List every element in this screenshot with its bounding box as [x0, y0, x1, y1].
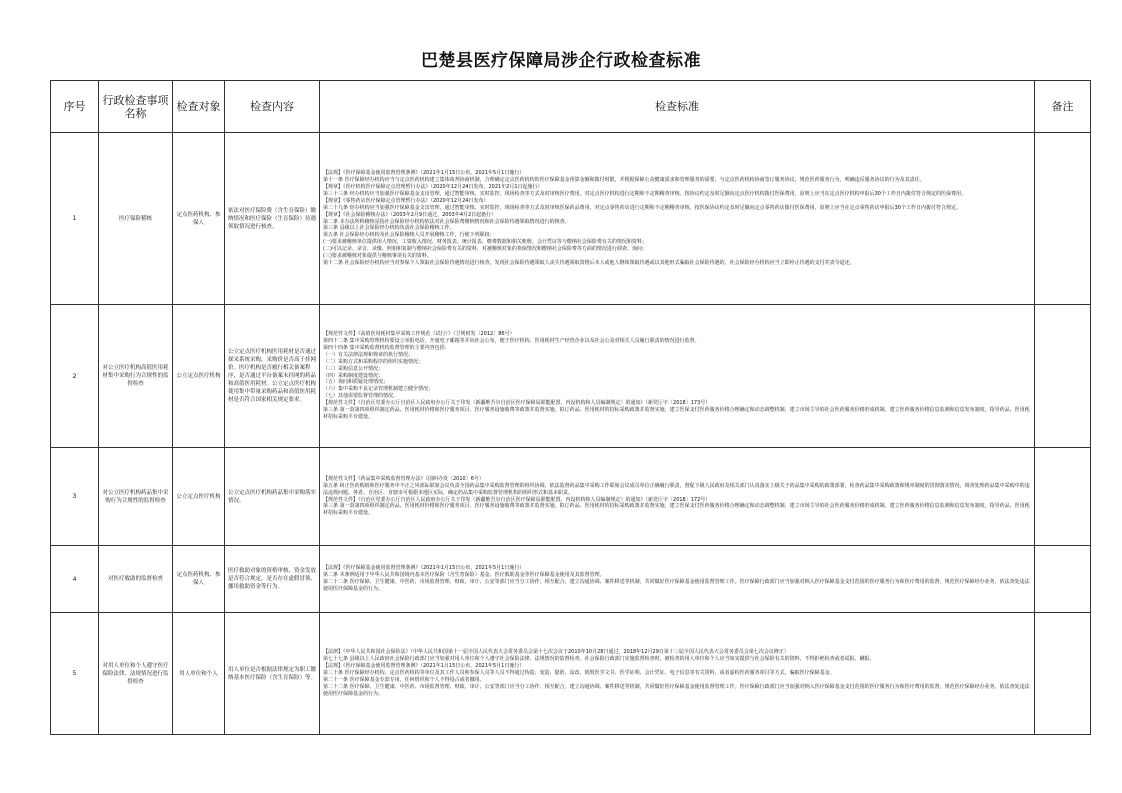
remark-cell	[1035, 546, 1091, 613]
inspection-item-name: 医疗保险稽核	[99, 133, 173, 305]
standard-line: 第三条 县级以上社会保险经办机构负责社会保险稽核工作。	[323, 225, 455, 232]
standard-line: 第四十二条 集中采购管理机构要设立举报电话，开通电子邮箱等并向社会公布，便于医疗机构、医用耗材生产经营企业以及社会公众对相关人员履行职责的情况进行监督。	[323, 338, 700, 345]
inspection-target: 用人单位和个人	[173, 613, 225, 735]
standard-line: 第二十二条 医疗保障、卫生健康、中医药、市场监督管理、财政、审计、公安等部门应当分工协作、相互配合，建立沟通协调、案件移送等机制，共同做好医疗保障基金使用监督管理工作。医疗保障行政部门应当加强对纳入医疗保障基金支付范围的医疗服务行为和医疗费用的监督，规范医疗保障经办业务，依法查处违法使用医疗保障基金的行为。	[323, 579, 1030, 592]
inspection-content: 依法对医疗保险费（含生育保险）缴纳情况和医疗保险（生育保险）待遇领取情况进行核查。	[225, 133, 320, 305]
inspection-standard	[320, 305, 1035, 448]
inspection-target: 定点医药机构、参保人	[173, 546, 225, 613]
standard-line: 【法规】《医疗保障基金使用监督管理条例》（2021年1月15日公布，2021年5月1日施行）	[323, 170, 525, 177]
standard-line: 【规范性文件】《自治区党委办公厅自治区人民政府办公厅关于印发〈新疆维吾尔自治区医疗保障局职能配置、内设机构和人员编制规定〉的通知》（新党厅字〔2018〕173号）	[323, 400, 711, 407]
row-number: 5	[51, 613, 99, 735]
standard-line: 第三条 第一款第四项组织制定药品、医用耗材价格和医疗服务项目、医疗服务设施收费等政策并监督实施，拟订药品、医用耗材的招标采购政策并监督实施，建立医保支付医药服务价格合理确定和动态调整机制，建立市场主导的社会医药服务价格形成机制，建立医药服务价格信息监测和信息发布制度，指导药品、医用耗材招标采购平台建设。	[323, 503, 1030, 517]
header-remark: 备注	[1035, 81, 1091, 133]
standard-line: 第三十三条 经办机构应当加强医疗保障基金支出管理，通过智能审核、实时监控、现场检查等方式及时审核医疗费用。对定点医疗机构进行定期和不定期稽查审核。按协议约定及时足额向定点医疗机构拨付医保费用，原则上应当在定点医疗机构申报后30个工作日内拨付符合规定的医保费用。	[323, 190, 966, 197]
standard-line: 【规章】《社会保险稽核办法》（2003年2月9日通过，2003年4月2日起施行）	[323, 211, 497, 218]
inspection-standard	[320, 133, 1035, 305]
standard-line: 第二十二条 医疗保障、卫生健康、中医药、市场监督管理、财政、审计、公安等部门应当分工协作、相互配合，建立沟通协调、案件移送等机制，共同做好医疗保障基金使用监督管理工作。医疗保障行政部门应当加强对纳入医疗保障基金支付范围的医疗服务行为和医疗费用的监督，规范医疗保障经办业务，依法查处违法使用医疗保障基金的行为。	[323, 683, 1030, 697]
standard-line: 【规范性文件】《药品集中采购监督管理办法》（国纠办发〔2010〕6号）	[323, 475, 484, 482]
remark-cell	[1035, 133, 1091, 305]
standard-line: （五）询问和质疑处理情况；	[323, 379, 389, 386]
inspection-item-name: 对公立医疗机构高值医用耗材集中采购行为合规性的监督检查	[99, 305, 173, 448]
standard-line: 第二条 本条例适用于中华人民共和国境内基本医疗保险（含生育保险）基金、医疗救助基金等医疗保障基金使用及其监督管理。	[323, 572, 605, 579]
standard-line: （四）采购制度建设情况；	[323, 372, 384, 379]
inspection-item-name: 对医疗救助的监督检查	[99, 546, 173, 613]
standard-line: 【法律】《中华人民共和国社会保险法》（中华人民共和国第十一届全国人民代表大会常务委员会第十七次会议于2010年10月28日通过，2018年12月29日第十三届全国人民代表大会常务委员会第七次会议修正）	[323, 649, 789, 656]
inspection-standard	[320, 613, 1035, 735]
standard-line: （三）采购信息公开情况；	[323, 365, 384, 372]
standard-line: 第十二条 社会保险经办机构应当对参保个人领取社会保险待遇情况进行核查，发现社会保险待遇领取人丧失待遇领取资格后本人或他人继续领取待遇或以其他形式骗取社会保险待遇的，社会保险经办机构应当立即停止待遇的支付并责令退还。	[323, 259, 855, 266]
row-number: 3	[51, 448, 99, 546]
inspection-standard	[320, 546, 1035, 613]
standard-line: 【规章】《医疗机构医疗保障定点管理暂行办法》（2020年12月24日发布，2021年2月1日起施行）	[323, 183, 543, 190]
standard-line: 【规范性文件】《高值医用耗材集中采购工作规范（试行）》（卫规财发〔2012〕86号）	[323, 331, 515, 338]
inspection-target: 定点医药机构、参保人	[173, 133, 225, 305]
standard-line: （一）有关法律法规和规章的执行情况；	[323, 351, 414, 358]
inspection-target: 公立定点医疗机构	[173, 448, 225, 546]
table-row	[51, 546, 1091, 613]
inspection-item-name: 对公立医疗机构药品集中采购行为合规性的监督检查	[99, 448, 173, 546]
standard-line: 第三条 第一款第四项组织制定药品、医用耗材价格和医疗服务项目、医疗服务设施收费等政策并监督实施，拟订药品、医用耗材的招标采购政策并监督实施，建立医保支付医药服务价格合理确定和动态调整机制，建立市场主导的社会医药服务价格形成机制，建立医药服务价格信息监测和信息发布制度，指导药品、医用耗材招标采购平台建设。	[323, 407, 1030, 420]
standard-line: 第二条 本办法所称稽核是指社会保险经办机构依法对社会保险费缴纳情况和社会保险待遇领取情况进行的核查。	[323, 218, 570, 225]
inspection-content: 公立定点医疗机构医用耗材是否通过探采系统采购，采购价是否高于挂网价。医疗机构是否履行相关备案程序，是否通过平台备案未挂网的药品和高值医用耗材。公立定点医疗机构使用集中带量采购药品和高值医用耗材是否符合国家相关规定要求。	[225, 305, 320, 448]
header-item: 行政检查事项名称	[99, 81, 173, 133]
standard-line: (二)可以记录、录音、录像、照相和复制与缴纳社会保险费有关的资料，对被稽核对象的参保情况和缴纳社会保险费等方面的情况进行调查、询问；	[323, 246, 647, 253]
table-header-row	[51, 81, 1091, 133]
standard-line: (三)要求被稽核对象提供与稽核事项有关的资料。	[323, 253, 432, 260]
inspection-standard	[320, 448, 1035, 546]
standard-line: 【法规】《医疗保障基金使用监督管理条例》（2021年1月15日公布，2021年5月1日施行）	[323, 565, 525, 572]
table-row	[51, 133, 1091, 305]
row-number: 1	[51, 133, 99, 305]
remark-cell	[1035, 448, 1091, 546]
header-target: 检查对象	[173, 81, 225, 133]
inspection-content: 医疗救助对象的资格审核、资金发放是否符合规定，是否存在虚假冒领、挪用救助资金等行为。	[225, 546, 320, 613]
header-content: 检查内容	[225, 81, 320, 133]
standard-line: （七）其他需要监督管理的情况。	[323, 393, 399, 400]
standard-line: 第十一条 医疗保障经办机构应当与定点医药机构建立集体谈判协商机制，合理确定定点医药机构的医疗保障基金预算金额和拨付时限，并根据保障公众健康需求和管理服务的需要，与定点医药机构协商签订服务协议，规范医药服务行为，明确违反服务协议的行为及其责任。	[323, 177, 925, 184]
remark-cell	[1035, 305, 1091, 448]
inspection-content: 公立定点医疗机构药品集中采购落实情况。	[225, 448, 320, 546]
standard-line: 第七十七条 县级以上人民政府社会保险行政部门应当加强对用人单位和个人遵守社会保险法律、法规情况的监督检查。社会保险行政部门实施监督检查时，被检查的用人单位和个人应当如实提供与社会保险有关的资料，不得拒绝检查或者谎报、瞒报。	[323, 656, 875, 663]
standard-line: 【规范性文件】《自治区党委办公厅自治区人民政府办公厅关于印发〈新疆维吾尔自治区医疗保障局职能配置、内设机构和人员编制规定〉的通知》（新党厅字〔2018〕172号）	[323, 496, 711, 503]
standard-line: （六）集中采购不良记录管理机制建立健全情况；	[323, 386, 434, 393]
table-row	[51, 305, 1091, 448]
standard-line: (一)要求被稽核单位提供用人情况、工资收入情况、财务报表、统计报表、缴费数据和相关账册、会计凭证等与缴纳社会保险费有关的情况和资料；	[323, 239, 647, 246]
header-no: 序号	[51, 81, 99, 133]
standard-line: 第二十九条 经办机构应当加强医疗保障基金支出管理，通过智能审核、实时监控、现场检查等方式及时审核医保药品费用。对定点零售药店进行定期和不定期稽查审核，按医保协议约定及时足额向定点零售药店拨付医保费用，原则上应当在定点零售药店申报后30个工作日内拨付符合规定。	[323, 204, 961, 211]
row-number: 2	[51, 305, 99, 448]
inspection-table	[50, 80, 1091, 735]
page-title: 巴楚县医疗保障局涉企行政检查标准	[421, 51, 701, 71]
standard-line: 【规章】《零售药店医疗保障定点管理暂行办法》（2020年12月24日发布）	[323, 197, 489, 204]
standard-line: 第五条 社会保险经办机构及社会保险稽核人员开展稽核工作，行使下列职权：	[323, 232, 495, 239]
standard-line: （二）采购方式和采购程序的组织实施情况；	[323, 358, 424, 365]
table-row	[51, 448, 1091, 546]
inspection-content: 用人单位是否根据法律规定为职工缴纳基本医疗保险（含生育保险）等。	[225, 613, 320, 735]
standard-line: 【法规】《医疗保障基金使用监督管理条例》（2021年1月15日公布，2021年5月1日施行）	[323, 663, 525, 670]
table-row	[51, 613, 1091, 735]
standard-line: 第二十条 医疗保障经办机构、定点医药机构等单位及其工作人员和参保人员等人员不得通过伪造、变造、隐匿、涂改、销毁医学文书、医学证明、会计凭证、电子信息等有关资料，或者虚构医药服务项目等方式，骗取医疗保障基金。	[323, 670, 835, 677]
inspection-item-name: 对用人单位和个人遵守医疗保险法律、法规情况进行监督检查	[99, 613, 173, 735]
standard-line: 第二十一条 医疗保障基金专款专用，任何组织和个人不得侵占或者挪用。	[323, 676, 485, 683]
standard-line: 第五条 纠正医药购销和医疗服务中不正之风部际联席会议负责全国药品集中采购监督管理的组织协调，依法监督药品集中采购工作联席会议成员单位正确履行职责，督促下级人民政府及相关部门认真落实上级关于药品集中采购的政策部署，检查药品集中采购政策和规章制度的贯彻落实情况，调查处理药品集中采购中的违法违规问题。各省、自治区、直辖市可根据本地区实际，确定药品集中采购监督管理机构的组织形式和基本职责。	[323, 482, 1030, 496]
remark-cell	[1035, 613, 1091, 735]
row-number: 4	[51, 546, 99, 613]
inspection-target: 公立定点医疗机构	[173, 305, 225, 448]
standard-line: 第四十四条 集中采购监督机构监督管理的主要内容包括：	[323, 344, 450, 351]
header-standard: 检查标准	[320, 81, 1035, 133]
